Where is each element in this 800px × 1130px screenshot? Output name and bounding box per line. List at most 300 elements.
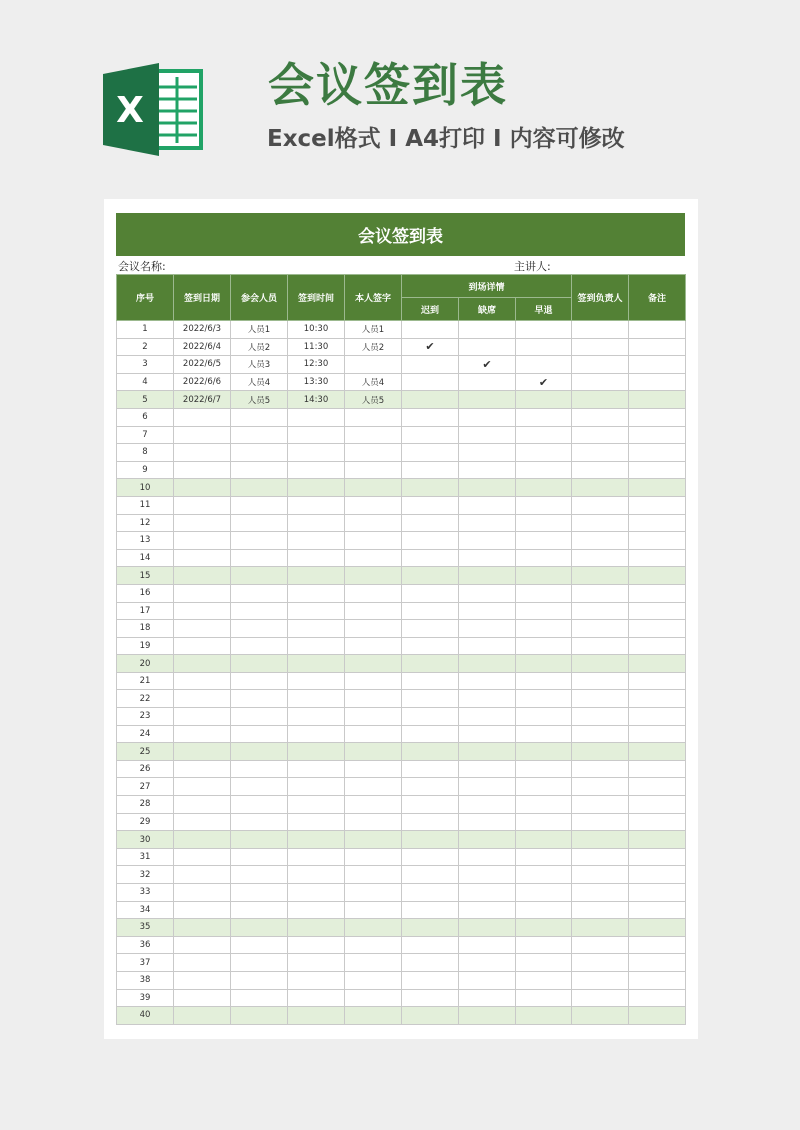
cell-time[interactable]	[288, 532, 345, 550]
cell-seq[interactable]: 30	[117, 831, 174, 849]
cell-signature[interactable]	[345, 514, 402, 532]
cell-absent[interactable]: ✔	[459, 356, 516, 374]
cell-absent[interactable]	[459, 496, 516, 514]
cell-early-leave[interactable]	[516, 391, 572, 409]
cell-date[interactable]	[174, 444, 231, 462]
cell-early-leave[interactable]	[516, 971, 572, 989]
cell-notes[interactable]	[629, 655, 686, 673]
cell-absent[interactable]	[459, 919, 516, 937]
cell-signature[interactable]	[345, 831, 402, 849]
cell-notes[interactable]	[629, 690, 686, 708]
cell-signature[interactable]	[345, 1007, 402, 1025]
cell-attendee[interactable]	[231, 620, 288, 638]
cell-signature[interactable]	[345, 479, 402, 497]
cell-seq[interactable]: 1	[117, 321, 174, 339]
cell-absent[interactable]	[459, 884, 516, 902]
cell-date[interactable]	[174, 549, 231, 567]
cell-signature[interactable]	[345, 356, 402, 374]
cell-attendee[interactable]	[231, 919, 288, 937]
cell-responsible[interactable]	[572, 708, 629, 726]
cell-time[interactable]	[288, 866, 345, 884]
cell-seq[interactable]: 33	[117, 884, 174, 902]
cell-date[interactable]	[174, 496, 231, 514]
cell-early-leave[interactable]	[516, 461, 572, 479]
cell-responsible[interactable]	[572, 444, 629, 462]
cell-attendee[interactable]	[231, 479, 288, 497]
cell-time[interactable]	[288, 901, 345, 919]
cell-late[interactable]	[402, 954, 459, 972]
cell-signature[interactable]	[345, 461, 402, 479]
cell-absent[interactable]	[459, 760, 516, 778]
cell-late[interactable]	[402, 743, 459, 761]
cell-time[interactable]: 11:30	[288, 338, 345, 356]
cell-attendee[interactable]: 人员2	[231, 338, 288, 356]
cell-signature[interactable]	[345, 919, 402, 937]
cell-early-leave[interactable]	[516, 901, 572, 919]
cell-time[interactable]	[288, 725, 345, 743]
cell-attendee[interactable]: 人员1	[231, 321, 288, 339]
cell-absent[interactable]	[459, 338, 516, 356]
cell-responsible[interactable]	[572, 743, 629, 761]
cell-notes[interactable]	[629, 796, 686, 814]
cell-absent[interactable]	[459, 954, 516, 972]
cell-attendee[interactable]	[231, 778, 288, 796]
cell-responsible[interactable]	[572, 496, 629, 514]
cell-absent[interactable]	[459, 796, 516, 814]
cell-absent[interactable]	[459, 620, 516, 638]
cell-early-leave[interactable]	[516, 725, 572, 743]
cell-notes[interactable]	[629, 954, 686, 972]
cell-responsible[interactable]	[572, 602, 629, 620]
cell-date[interactable]	[174, 637, 231, 655]
cell-late[interactable]	[402, 690, 459, 708]
cell-seq[interactable]: 13	[117, 532, 174, 550]
cell-absent[interactable]	[459, 444, 516, 462]
cell-signature[interactable]	[345, 971, 402, 989]
cell-responsible[interactable]	[572, 637, 629, 655]
cell-notes[interactable]	[629, 708, 686, 726]
cell-late[interactable]	[402, 637, 459, 655]
cell-seq[interactable]: 3	[117, 356, 174, 374]
cell-notes[interactable]	[629, 602, 686, 620]
cell-time[interactable]	[288, 408, 345, 426]
cell-attendee[interactable]	[231, 690, 288, 708]
cell-signature[interactable]	[345, 549, 402, 567]
cell-responsible[interactable]	[572, 936, 629, 954]
cell-attendee[interactable]	[231, 796, 288, 814]
cell-late[interactable]	[402, 672, 459, 690]
cell-late[interactable]	[402, 584, 459, 602]
cell-notes[interactable]	[629, 479, 686, 497]
cell-signature[interactable]	[345, 408, 402, 426]
cell-date[interactable]	[174, 532, 231, 550]
cell-absent[interactable]	[459, 321, 516, 339]
cell-late[interactable]	[402, 971, 459, 989]
cell-date[interactable]	[174, 708, 231, 726]
cell-responsible[interactable]	[572, 408, 629, 426]
cell-notes[interactable]	[629, 356, 686, 374]
cell-attendee[interactable]	[231, 884, 288, 902]
cell-time[interactable]	[288, 637, 345, 655]
cell-notes[interactable]	[629, 567, 686, 585]
cell-early-leave[interactable]	[516, 584, 572, 602]
cell-late[interactable]	[402, 708, 459, 726]
cell-seq[interactable]: 36	[117, 936, 174, 954]
cell-date[interactable]	[174, 936, 231, 954]
cell-time[interactable]	[288, 584, 345, 602]
cell-responsible[interactable]	[572, 760, 629, 778]
cell-early-leave[interactable]	[516, 672, 572, 690]
cell-absent[interactable]	[459, 514, 516, 532]
cell-early-leave[interactable]	[516, 655, 572, 673]
cell-signature[interactable]	[345, 584, 402, 602]
cell-date[interactable]	[174, 954, 231, 972]
cell-signature[interactable]	[345, 637, 402, 655]
cell-late[interactable]	[402, 655, 459, 673]
cell-date[interactable]: 2022/6/3	[174, 321, 231, 339]
cell-date[interactable]	[174, 461, 231, 479]
cell-attendee[interactable]	[231, 549, 288, 567]
cell-responsible[interactable]	[572, 884, 629, 902]
cell-absent[interactable]	[459, 391, 516, 409]
cell-early-leave[interactable]	[516, 690, 572, 708]
cell-notes[interactable]	[629, 408, 686, 426]
cell-responsible[interactable]	[572, 989, 629, 1007]
cell-late[interactable]	[402, 549, 459, 567]
cell-notes[interactable]	[629, 672, 686, 690]
cell-notes[interactable]	[629, 426, 686, 444]
cell-seq[interactable]: 4	[117, 373, 174, 391]
cell-time[interactable]: 13:30	[288, 373, 345, 391]
cell-attendee[interactable]: 人员3	[231, 356, 288, 374]
cell-seq[interactable]: 9	[117, 461, 174, 479]
cell-date[interactable]	[174, 602, 231, 620]
cell-absent[interactable]	[459, 461, 516, 479]
cell-time[interactable]	[288, 690, 345, 708]
cell-attendee[interactable]	[231, 496, 288, 514]
cell-notes[interactable]	[629, 884, 686, 902]
cell-attendee[interactable]	[231, 813, 288, 831]
cell-absent[interactable]	[459, 866, 516, 884]
cell-time[interactable]	[288, 971, 345, 989]
cell-late[interactable]	[402, 936, 459, 954]
cell-seq[interactable]: 34	[117, 901, 174, 919]
cell-early-leave[interactable]	[516, 321, 572, 339]
cell-attendee[interactable]	[231, 532, 288, 550]
cell-signature[interactable]: 人员2	[345, 338, 402, 356]
cell-early-leave[interactable]	[516, 936, 572, 954]
cell-time[interactable]	[288, 813, 345, 831]
cell-early-leave[interactable]	[516, 919, 572, 937]
cell-notes[interactable]	[629, 321, 686, 339]
cell-absent[interactable]	[459, 971, 516, 989]
cell-notes[interactable]	[629, 373, 686, 391]
cell-notes[interactable]	[629, 549, 686, 567]
cell-time[interactable]	[288, 831, 345, 849]
cell-attendee[interactable]	[231, 408, 288, 426]
cell-early-leave[interactable]	[516, 884, 572, 902]
cell-time[interactable]	[288, 954, 345, 972]
cell-notes[interactable]	[629, 936, 686, 954]
cell-attendee[interactable]	[231, 989, 288, 1007]
cell-signature[interactable]	[345, 743, 402, 761]
cell-responsible[interactable]	[572, 971, 629, 989]
cell-early-leave[interactable]	[516, 549, 572, 567]
cell-responsible[interactable]	[572, 620, 629, 638]
cell-absent[interactable]	[459, 655, 516, 673]
cell-absent[interactable]	[459, 1007, 516, 1025]
cell-early-leave[interactable]	[516, 866, 572, 884]
cell-time[interactable]	[288, 708, 345, 726]
cell-date[interactable]	[174, 919, 231, 937]
cell-date[interactable]	[174, 479, 231, 497]
cell-attendee[interactable]	[231, 567, 288, 585]
cell-signature[interactable]	[345, 567, 402, 585]
cell-seq[interactable]: 25	[117, 743, 174, 761]
cell-time[interactable]: 12:30	[288, 356, 345, 374]
cell-early-leave[interactable]	[516, 743, 572, 761]
cell-absent[interactable]	[459, 602, 516, 620]
cell-early-leave[interactable]	[516, 620, 572, 638]
cell-late[interactable]	[402, 321, 459, 339]
cell-absent[interactable]	[459, 532, 516, 550]
cell-attendee[interactable]	[231, 1007, 288, 1025]
cell-time[interactable]	[288, 444, 345, 462]
cell-seq[interactable]: 15	[117, 567, 174, 585]
cell-responsible[interactable]	[572, 356, 629, 374]
cell-time[interactable]	[288, 778, 345, 796]
cell-late[interactable]	[402, 725, 459, 743]
cell-late[interactable]	[402, 444, 459, 462]
cell-absent[interactable]	[459, 725, 516, 743]
cell-absent[interactable]	[459, 408, 516, 426]
cell-late[interactable]	[402, 901, 459, 919]
cell-seq[interactable]: 8	[117, 444, 174, 462]
cell-late[interactable]	[402, 532, 459, 550]
cell-early-leave[interactable]	[516, 796, 572, 814]
cell-date[interactable]: 2022/6/7	[174, 391, 231, 409]
cell-time[interactable]	[288, 602, 345, 620]
cell-responsible[interactable]	[572, 954, 629, 972]
cell-signature[interactable]	[345, 426, 402, 444]
cell-late[interactable]	[402, 356, 459, 374]
cell-time[interactable]: 10:30	[288, 321, 345, 339]
cell-late[interactable]	[402, 620, 459, 638]
cell-responsible[interactable]	[572, 866, 629, 884]
cell-notes[interactable]	[629, 778, 686, 796]
cell-seq[interactable]: 21	[117, 672, 174, 690]
cell-responsible[interactable]	[572, 778, 629, 796]
cell-notes[interactable]	[629, 725, 686, 743]
cell-early-leave[interactable]	[516, 514, 572, 532]
cell-responsible[interactable]	[572, 567, 629, 585]
cell-notes[interactable]	[629, 760, 686, 778]
cell-responsible[interactable]	[572, 426, 629, 444]
cell-signature[interactable]	[345, 989, 402, 1007]
cell-responsible[interactable]	[572, 655, 629, 673]
cell-time[interactable]	[288, 919, 345, 937]
cell-absent[interactable]	[459, 778, 516, 796]
cell-seq[interactable]: 38	[117, 971, 174, 989]
cell-attendee[interactable]	[231, 672, 288, 690]
cell-notes[interactable]	[629, 620, 686, 638]
cell-seq[interactable]: 32	[117, 866, 174, 884]
cell-late[interactable]	[402, 848, 459, 866]
cell-signature[interactable]	[345, 655, 402, 673]
cell-date[interactable]	[174, 690, 231, 708]
cell-time[interactable]: 14:30	[288, 391, 345, 409]
cell-seq[interactable]: 19	[117, 637, 174, 655]
cell-date[interactable]: 2022/6/4	[174, 338, 231, 356]
cell-early-leave[interactable]	[516, 831, 572, 849]
cell-late[interactable]	[402, 760, 459, 778]
cell-absent[interactable]	[459, 479, 516, 497]
cell-signature[interactable]	[345, 602, 402, 620]
cell-seq[interactable]: 37	[117, 954, 174, 972]
cell-attendee[interactable]	[231, 866, 288, 884]
cell-seq[interactable]: 18	[117, 620, 174, 638]
cell-responsible[interactable]	[572, 672, 629, 690]
cell-absent[interactable]	[459, 426, 516, 444]
cell-notes[interactable]	[629, 813, 686, 831]
cell-date[interactable]	[174, 743, 231, 761]
cell-responsible[interactable]	[572, 391, 629, 409]
cell-late[interactable]	[402, 602, 459, 620]
cell-notes[interactable]	[629, 391, 686, 409]
cell-absent[interactable]	[459, 989, 516, 1007]
cell-late[interactable]	[402, 884, 459, 902]
cell-time[interactable]	[288, 496, 345, 514]
cell-time[interactable]	[288, 567, 345, 585]
cell-notes[interactable]	[629, 971, 686, 989]
cell-signature[interactable]	[345, 884, 402, 902]
cell-seq[interactable]: 39	[117, 989, 174, 1007]
cell-late[interactable]	[402, 496, 459, 514]
cell-seq[interactable]: 20	[117, 655, 174, 673]
cell-date[interactable]	[174, 514, 231, 532]
cell-notes[interactable]	[629, 637, 686, 655]
cell-attendee[interactable]	[231, 655, 288, 673]
cell-notes[interactable]	[629, 848, 686, 866]
cell-absent[interactable]	[459, 690, 516, 708]
cell-early-leave[interactable]	[516, 408, 572, 426]
cell-late[interactable]	[402, 796, 459, 814]
cell-early-leave[interactable]: ✔	[516, 373, 572, 391]
cell-responsible[interactable]	[572, 373, 629, 391]
cell-absent[interactable]	[459, 831, 516, 849]
cell-attendee[interactable]	[231, 760, 288, 778]
cell-responsible[interactable]	[572, 690, 629, 708]
cell-responsible[interactable]	[572, 479, 629, 497]
cell-date[interactable]	[174, 901, 231, 919]
cell-notes[interactable]	[629, 444, 686, 462]
cell-date[interactable]: 2022/6/6	[174, 373, 231, 391]
cell-seq[interactable]: 10	[117, 479, 174, 497]
cell-attendee[interactable]	[231, 743, 288, 761]
cell-early-leave[interactable]	[516, 813, 572, 831]
cell-notes[interactable]	[629, 461, 686, 479]
cell-seq[interactable]: 14	[117, 549, 174, 567]
cell-seq[interactable]: 23	[117, 708, 174, 726]
cell-seq[interactable]: 28	[117, 796, 174, 814]
cell-signature[interactable]: 人员5	[345, 391, 402, 409]
cell-late[interactable]	[402, 408, 459, 426]
cell-late[interactable]	[402, 426, 459, 444]
cell-attendee[interactable]	[231, 971, 288, 989]
cell-date[interactable]	[174, 813, 231, 831]
cell-time[interactable]	[288, 1007, 345, 1025]
cell-early-leave[interactable]	[516, 637, 572, 655]
cell-early-leave[interactable]	[516, 444, 572, 462]
cell-seq[interactable]: 5	[117, 391, 174, 409]
cell-signature[interactable]	[345, 866, 402, 884]
cell-responsible[interactable]	[572, 321, 629, 339]
cell-early-leave[interactable]	[516, 426, 572, 444]
cell-signature[interactable]	[345, 708, 402, 726]
cell-absent[interactable]	[459, 848, 516, 866]
cell-time[interactable]	[288, 620, 345, 638]
cell-time[interactable]	[288, 989, 345, 1007]
cell-date[interactable]	[174, 1007, 231, 1025]
cell-signature[interactable]	[345, 532, 402, 550]
cell-seq[interactable]: 17	[117, 602, 174, 620]
cell-attendee[interactable]	[231, 848, 288, 866]
cell-time[interactable]	[288, 426, 345, 444]
cell-signature[interactable]	[345, 901, 402, 919]
cell-early-leave[interactable]	[516, 708, 572, 726]
cell-seq[interactable]: 22	[117, 690, 174, 708]
cell-time[interactable]	[288, 461, 345, 479]
cell-early-leave[interactable]	[516, 989, 572, 1007]
cell-early-leave[interactable]	[516, 760, 572, 778]
cell-seq[interactable]: 6	[117, 408, 174, 426]
cell-notes[interactable]	[629, 584, 686, 602]
cell-attendee[interactable]	[231, 831, 288, 849]
cell-date[interactable]	[174, 567, 231, 585]
cell-late[interactable]	[402, 514, 459, 532]
cell-date[interactable]	[174, 884, 231, 902]
cell-signature[interactable]: 人员1	[345, 321, 402, 339]
cell-seq[interactable]: 11	[117, 496, 174, 514]
cell-attendee[interactable]	[231, 725, 288, 743]
cell-attendee[interactable]	[231, 444, 288, 462]
cell-seq[interactable]: 16	[117, 584, 174, 602]
cell-responsible[interactable]	[572, 813, 629, 831]
cell-attendee[interactable]	[231, 954, 288, 972]
cell-date[interactable]: 2022/6/5	[174, 356, 231, 374]
cell-signature[interactable]	[345, 954, 402, 972]
cell-notes[interactable]	[629, 514, 686, 532]
cell-responsible[interactable]	[572, 901, 629, 919]
cell-early-leave[interactable]	[516, 602, 572, 620]
cell-absent[interactable]	[459, 373, 516, 391]
cell-early-leave[interactable]	[516, 778, 572, 796]
cell-date[interactable]	[174, 848, 231, 866]
cell-responsible[interactable]	[572, 584, 629, 602]
cell-seq[interactable]: 31	[117, 848, 174, 866]
cell-early-leave[interactable]	[516, 479, 572, 497]
cell-attendee[interactable]	[231, 461, 288, 479]
cell-attendee[interactable]: 人员5	[231, 391, 288, 409]
cell-attendee[interactable]	[231, 602, 288, 620]
cell-time[interactable]	[288, 514, 345, 532]
cell-time[interactable]	[288, 672, 345, 690]
cell-seq[interactable]: 24	[117, 725, 174, 743]
cell-notes[interactable]	[629, 901, 686, 919]
cell-notes[interactable]	[629, 496, 686, 514]
cell-notes[interactable]	[629, 866, 686, 884]
cell-date[interactable]	[174, 725, 231, 743]
